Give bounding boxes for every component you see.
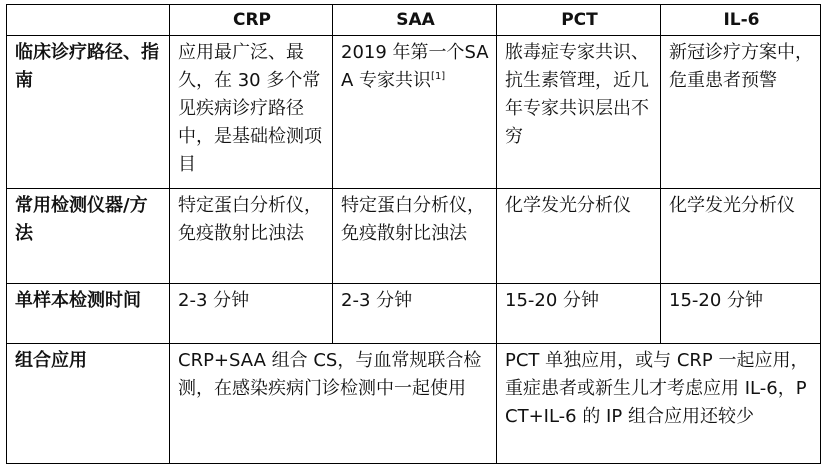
cell-instrument-il6: 化学发光分析仪: [661, 189, 821, 284]
row-label-guideline: 临床诊疗路径、指南: [7, 36, 170, 189]
cell-instrument-pct: 化学发光分析仪: [497, 189, 661, 284]
row-instrument: [7, 189, 821, 284]
comparison-table: [6, 4, 821, 464]
header-crp: CRP: [170, 5, 333, 36]
cell-instrument-crp: 特定蛋白分析仪，免疫散射比浊法: [170, 189, 333, 284]
header-saa: SAA: [333, 5, 497, 36]
row-guideline: [7, 36, 821, 189]
cell-combo-crp-saa: CRP+SAA 组合 CS，与血常规联合检测，在感染疾病门诊检测中一起使用: [170, 344, 497, 464]
row-combo: [7, 344, 821, 464]
header-corner-cell: [7, 5, 170, 36]
header-row: [7, 5, 821, 36]
cell-guideline-crp: 应用最广泛、最久，在 30 多个常见疾病诊疗路径中，是基础检测项目: [170, 36, 333, 189]
cell-guideline-pct: 脓毒症专家共识、抗生素管理，近几年专家共识层出不穷: [497, 36, 661, 189]
header-pct: PCT: [497, 5, 661, 36]
cell-guideline-saa: [333, 36, 497, 189]
row-label-instrument: 常用检测仪器/方法: [7, 189, 170, 284]
cell-instrument-saa: 特定蛋白分析仪，免疫散射比浊法: [333, 189, 497, 284]
cell-time-crp: 2-3 分钟: [170, 284, 333, 344]
guideline-saa-text: 2019 年第一个SAA 专家共识: [341, 42, 489, 91]
cell-time-il6: 15-20 分钟: [661, 284, 821, 344]
row-time: [7, 284, 821, 344]
cell-time-saa: 2-3 分钟: [333, 284, 497, 344]
cell-combo-pct-il6: PCT 单独应用，或与 CRP 一起应用，重症患者或新生儿才考虑应用 IL-6，PCT+IL-6 的 IP 组合应用还较少: [497, 344, 821, 464]
citation-ref: [1]: [431, 71, 446, 82]
row-label-time: 单样本检测时间: [7, 284, 170, 344]
cell-guideline-il6: 新冠诊疗方案中，危重患者预警: [661, 36, 821, 189]
header-il6: IL-6: [661, 5, 821, 36]
cell-time-pct: 15-20 分钟: [497, 284, 661, 344]
row-label-combo: 组合应用: [7, 344, 170, 464]
